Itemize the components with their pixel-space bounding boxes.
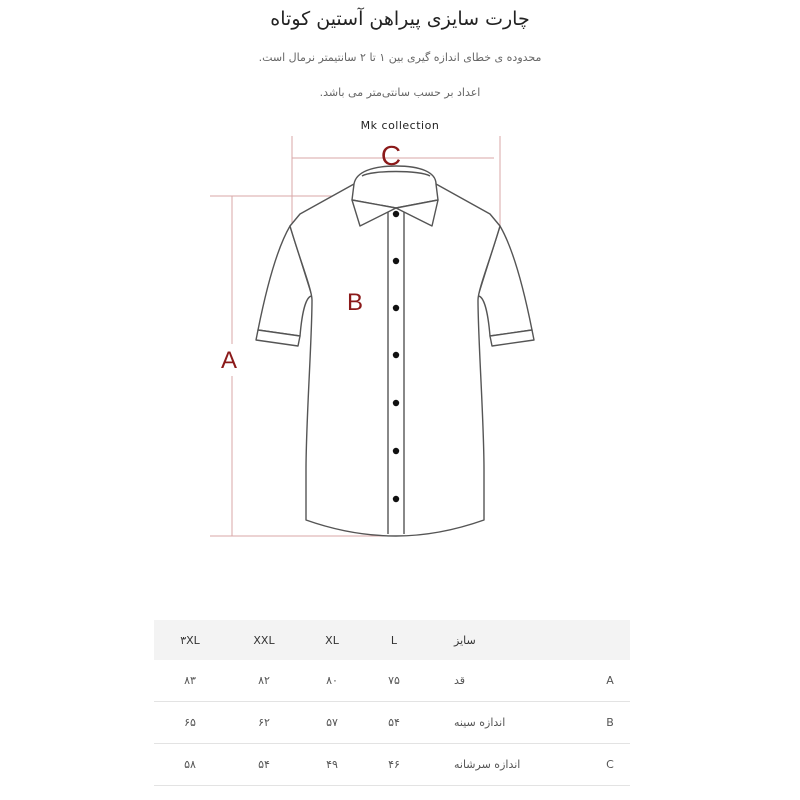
cell-3xl: ۸۳ — [184, 674, 196, 687]
header-3xl: ۳XL — [180, 633, 200, 647]
cell-3xl: ۶۵ — [184, 716, 196, 729]
table-header-row — [154, 620, 630, 660]
row-name: قد — [454, 674, 466, 687]
label-b: B — [346, 289, 364, 316]
button-6 — [393, 448, 399, 454]
cell-l: ۵۴ — [388, 716, 400, 729]
row-key: A — [606, 674, 614, 687]
cell-xl: ۸۰ — [326, 674, 338, 687]
shirt-diagram — [0, 130, 800, 550]
cell-xxl: ۶۲ — [258, 716, 270, 729]
tolerance-note: محدوده ی خطای اندازه گیری بین ۱ تا ۲ سانتیمتر نرمال است. — [258, 51, 542, 64]
cell-l: ۷۵ — [388, 674, 400, 687]
header-l: L — [390, 633, 398, 647]
header-xl: XL — [325, 633, 339, 647]
cell-xxl: ۵۴ — [258, 758, 270, 771]
row-name: اندازه سینه — [454, 716, 506, 729]
row-key: B — [606, 716, 614, 729]
cell-xl: ۵۷ — [326, 716, 338, 729]
units-note: اعداد بر حسب سانتی‌متر می باشد. — [319, 86, 481, 99]
page-title: چارت سایزی پیراهن آستین کوتاه — [270, 8, 530, 30]
brand-label: Mk collection — [360, 119, 440, 132]
header-key — [590, 620, 630, 660]
button-3 — [393, 305, 399, 311]
shirt-torso — [290, 184, 500, 536]
table-row-c — [154, 744, 630, 786]
button-4 — [393, 352, 399, 358]
cell-xxl: ۸۲ — [258, 674, 270, 687]
button-1 — [393, 211, 399, 217]
table-row-a — [154, 660, 630, 702]
label-a: A — [220, 347, 238, 374]
cell-3xl: ۵۸ — [184, 758, 196, 771]
button-7 — [393, 496, 399, 502]
row-key: C — [606, 758, 614, 771]
cell-xl: ۴۹ — [326, 758, 338, 771]
size-table — [154, 620, 630, 786]
table-row-b — [154, 702, 630, 744]
button-2 — [393, 258, 399, 264]
row-name: اندازه سرشانه — [454, 758, 521, 771]
header-xxl: XXL — [253, 633, 275, 647]
label-c: C — [380, 140, 402, 171]
cell-l: ۴۶ — [388, 758, 400, 771]
header-size: سایز — [454, 633, 476, 647]
button-5 — [393, 400, 399, 406]
